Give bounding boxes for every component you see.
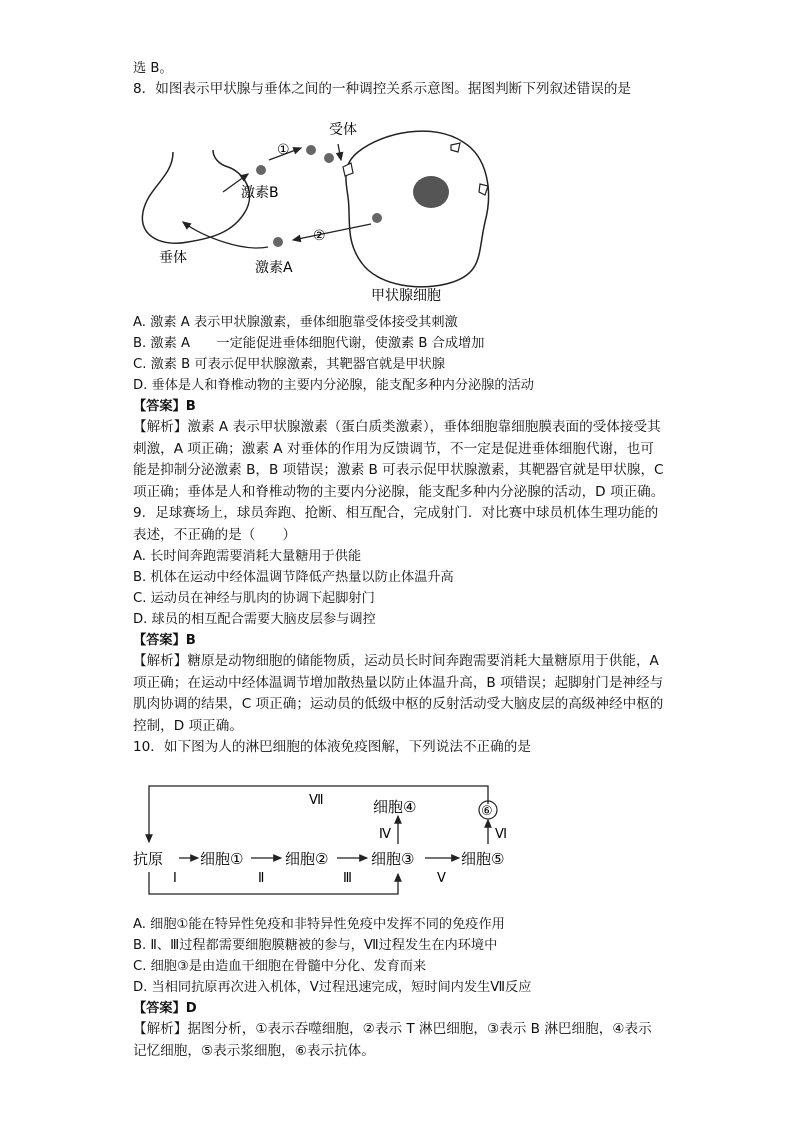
q10-answer: 【答案】D (133, 1001, 197, 1016)
q8-body (133, 312, 665, 758)
process-vii: Ⅶ (309, 793, 324, 808)
node-cell-2: 细胞② (285, 850, 329, 868)
q10-stem: 10．如下图为人的淋巴细胞的体液免疫图解，下列说法不正确的是 (133, 739, 531, 755)
prev-answer-tail: 选 B。 (133, 61, 173, 76)
q10-option-a: A. 细胞①能在特异性免疫和非特异性免疫中发挥不同的免疫作用 (133, 917, 505, 932)
hormone-a-dot (372, 213, 382, 223)
hormone-b-dot (306, 145, 316, 155)
hormone-b-dot (256, 165, 266, 175)
q9-option-a: A. 长时间奔跑需要消耗大量糖用于供能 (133, 549, 362, 564)
q8-option-b: B. 激素 A 一定能促进垂体细胞代谢，使激素 B 合成增加 (133, 336, 485, 351)
arrow-hormone-a (183, 222, 268, 248)
node-antigen: 抗原 (133, 850, 164, 868)
process-ii: Ⅱ (258, 871, 265, 886)
q8-figure (133, 112, 493, 307)
q10-option-c: C. 细胞③是由造血干细胞在骨髓中分化、发育而来 (133, 959, 427, 974)
label-mark-1: ① (277, 142, 290, 158)
thyroid-cell-shape (346, 131, 489, 287)
label-hormone-b: 激素B (241, 185, 279, 201)
label-mark-2: ② (313, 228, 326, 244)
document-page (133, 58, 665, 100)
q8-analysis: 【解析】激素 A 表示甲状腺激素（蛋白质类激素），垂体细胞靠细胞膜表面的受体接受其刺激，A 项正确；激素 A 对垂体的作用为反馈调节，不一定是促进垂体细胞代谢，也可能是抑制分泌激素 B，B 项错误；激素 B 可表示促甲状腺激素，其靶器官就是甲状腺，C 项正确；垂体是人和脊椎动物的主要内分泌腺，能支配多种内分泌腺的活动，D 项正确。 (133, 419, 665, 500)
q10-option-b: B. Ⅱ、Ⅲ过程都需要细胞膜糖被的参与，Ⅶ过程发生在内环境中 (133, 938, 498, 953)
process-iii: Ⅲ (343, 871, 352, 886)
node-cell-3: 细胞③ (371, 850, 415, 868)
q9-option-c: C. 运动员在神经与肌肉的协调下起脚射门 (133, 591, 375, 606)
q8-answer: 【答案】B (133, 399, 196, 414)
q9-option-d: D. 球员的相互配合需要大脑皮层参与调控 (133, 612, 376, 627)
label-pituitary: 垂体 (159, 250, 187, 266)
q10-figure (133, 782, 523, 902)
q9-answer: 【答案】B (133, 633, 196, 648)
label-hormone-a: 激素A (255, 260, 293, 276)
receptor (451, 143, 460, 152)
q9-analysis: 【解析】糖原是动物细胞的储能物质，运动员长时间奔跑需要消耗大量糖原用于供能，A 项正确；在运动中经体温调节增加散热量以防止体温升高，B 项错误；起脚射门是神经与肌肉协调的结果，C 项正确；运动员的低级中枢的反射活动受大脑皮层的高级神经中枢的控制，D 项正确。 (133, 653, 664, 734)
process-iv: Ⅳ (379, 827, 391, 842)
q10-body (133, 914, 665, 1062)
hormone-b-dot (324, 153, 334, 163)
q8-stem: 8．如图表示甲状腺与垂体之间的一种调控关系示意图。据图判断下列叙述错误的是 (133, 81, 632, 97)
arrow-receptor (338, 144, 341, 160)
q8-option-c: C. 激素 B 可表示促甲状腺激素，其靶器官就是甲状腺 (133, 357, 445, 372)
node-cell-1: 细胞① (200, 850, 244, 868)
q10-option-d: D. 当相同抗原再次进入机体，Ⅴ过程迅速完成，短时间内发生Ⅶ反应 (133, 980, 532, 995)
nucleus (413, 176, 449, 208)
receptor (343, 163, 353, 176)
loop-bottom (149, 872, 398, 894)
arrow-2 (293, 224, 371, 240)
q8-option-a: A. 激素 A 表示甲状腺激素，垂体细胞靠受体接受其刺激 (133, 315, 458, 330)
q8-option-d: D. 垂体是人和脊椎动物的主要内分泌腺，能支配多种内分泌腺的活动 (133, 378, 534, 393)
label-receptor: 受体 (329, 122, 357, 138)
q9-stem: 9．足球赛场上，球员奔跑、抢断、相互配合，完成射门．对比赛中球员机体生理功能的表述，不正确的是（ ） (133, 505, 659, 543)
hormone-a-dot (273, 237, 283, 247)
q10-analysis: 【解析】据图分析，①表示吞噬细胞，②表示 T 淋巴细胞，③表示 B 淋巴细胞，④表示记忆细胞，⑤表示浆细胞，⑥表示抗体。 (133, 1021, 652, 1059)
pituitary-shape (142, 150, 249, 243)
node-cell-4: 细胞④ (373, 798, 417, 816)
q9-option-b: B. 机体在运动中经体温调节降低产热量以防止体温升高 (133, 570, 454, 585)
process-vi: Ⅵ (495, 827, 507, 842)
node-6: ⑥ (481, 804, 493, 819)
label-thyroid-cell: 甲状腺细胞 (371, 288, 441, 304)
process-v: Ⅴ (437, 871, 446, 886)
process-i: Ⅰ (173, 871, 177, 886)
node-cell-5: 细胞⑤ (461, 850, 505, 868)
receptor (479, 184, 488, 195)
